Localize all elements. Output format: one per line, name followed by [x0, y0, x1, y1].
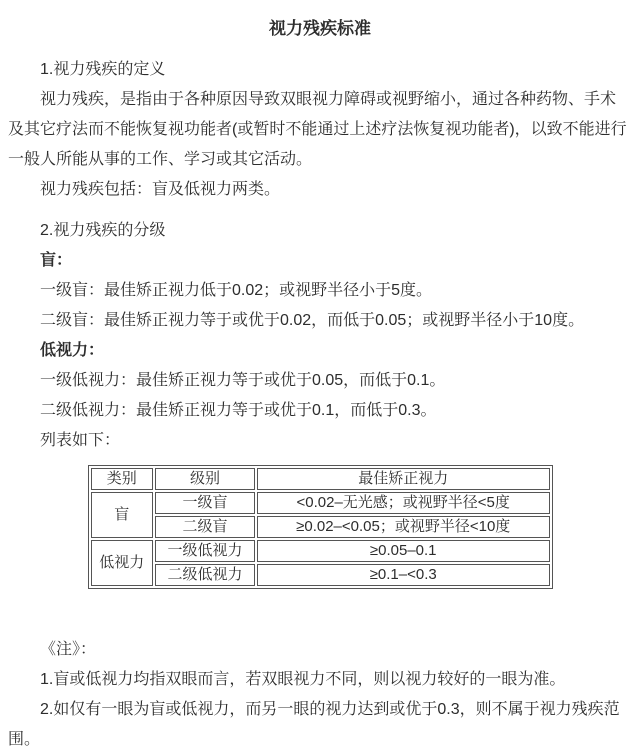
header-cell-level: 级别 — [155, 468, 255, 490]
table-header-row — [91, 468, 550, 490]
acuity-cell: ≥0.05–0.1 — [257, 540, 550, 562]
level-cell: 二级低视力 — [155, 564, 255, 586]
page-title: 视力残疾标准 — [269, 19, 371, 38]
low-vision-level2-line: 二级低视力：最佳矫正视力等于或优于0.1，而低于0.3。 — [40, 402, 437, 419]
category-cell-low-vision: 低视力 — [91, 540, 154, 586]
notes-heading: 《注》： — [40, 641, 97, 658]
table-row — [91, 540, 550, 562]
table-row — [91, 564, 550, 586]
level-cell: 一级盲 — [155, 492, 255, 514]
blind-level2-line: 二级盲：最佳矫正视力等于或优于0.02，而低于0.05；或视野半径小于10度。 — [40, 312, 585, 329]
acuity-cell: <0.02–无光感；或视野半径<5度 — [257, 492, 550, 514]
section2-heading: 2.视力残疾的分级 — [40, 222, 166, 239]
note1-line: 1.盲或低视力均指双眼而言，若双眼视力不同，则以视力较好的一眼为准。 — [40, 671, 566, 688]
intro-paragraph-line-2: 及其它疗法而不能恢复视功能者(或暂时不能通过上述疗法恢复视功能者)，以致不能进行 — [8, 121, 627, 138]
level-cell: 二级盲 — [155, 516, 255, 538]
blind-level1-line: 一级盲：最佳矫正视力低于0.02；或视野半径小于5度。 — [40, 282, 433, 299]
classification-table — [88, 465, 553, 589]
table-row — [91, 516, 550, 538]
includes-line: 视力残疾包括：盲及低视力两类。 — [40, 181, 281, 198]
acuity-cell: ≥0.02–<0.05；或视野半径<10度 — [257, 516, 550, 538]
category-cell-blind: 盲 — [91, 492, 154, 538]
table-row — [91, 492, 550, 514]
low-vision-level1-line: 一级低视力：最佳矫正视力等于或优于0.05，而低于0.1。 — [40, 372, 446, 389]
note2-line-2: 围。 — [8, 731, 41, 748]
level-cell: 一级低视力 — [155, 540, 255, 562]
classification-table-wrapper — [8, 465, 632, 589]
section1-heading: 1.视力残疾的定义 — [40, 61, 166, 78]
acuity-cell: ≥0.1–<0.3 — [257, 564, 550, 586]
header-cell-category: 类别 — [91, 468, 154, 490]
intro-paragraph-line-1: 视力残疾，是指由于各种原因导致双眼视力障碍或视野缩小，通过各种药物、手术 — [40, 91, 617, 108]
low-vision-label: 低视力： — [40, 342, 105, 359]
note2-line-1: 2.如仅有一眼为盲或低视力，而另一眼的视力达到或优于0.3，则不属于视力残疾范 — [40, 701, 620, 718]
table-intro-line: 列表如下： — [40, 432, 121, 449]
header-cell-acuity: 最佳矫正视力 — [257, 468, 550, 490]
intro-paragraph-line-3: 一般人所能从事的工作、学习或其它活动。 — [8, 151, 313, 168]
blind-label: 盲： — [40, 252, 73, 269]
